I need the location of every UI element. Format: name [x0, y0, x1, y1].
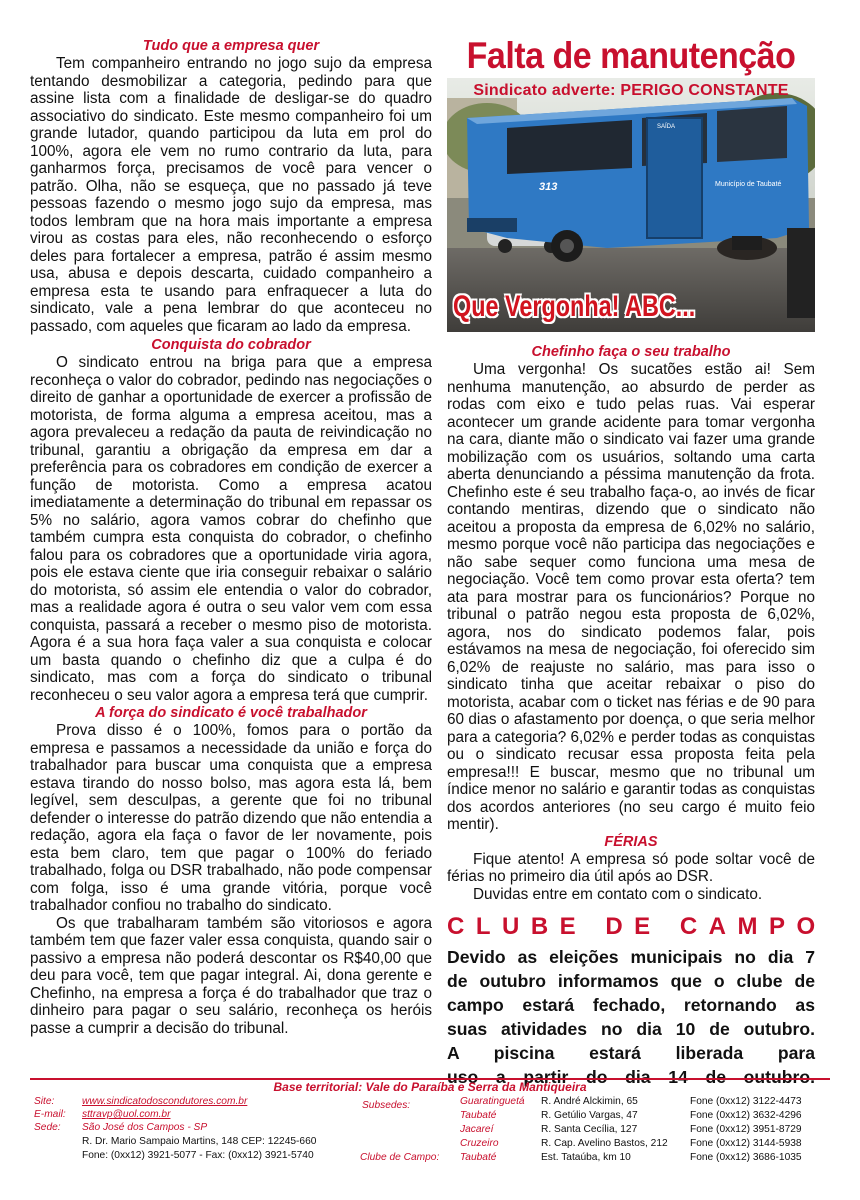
sede-phone: Fone: (0xx12) 3921-5077 - Fax: (0xx12) 3921-5740	[82, 1150, 314, 1161]
footer	[0, 1080, 860, 1190]
clube-title: CLUBE DE CAMPO	[447, 913, 827, 940]
subsede-city: Taubaté	[460, 1110, 497, 1121]
sede-city: São José dos Campos - SP	[82, 1122, 208, 1133]
subsede-phone: Fone (0xx12) 3632-4296	[690, 1110, 802, 1121]
photo-caption: Que Vergonha! ABC...	[453, 290, 696, 323]
paragraph: Duvidas entre em contato com o sindicato.	[473, 885, 763, 903]
bus-number: 313	[539, 181, 558, 193]
paragraph: Tem companheiro entrando no jogo sujo da empresa tentando desmobilizar a categoria, pedindo para que assine lista com a finalidade de desligar-se do quadro associativo do sindicato. Este mesmo companheiro foi um grande lutador, quando participou da luta em prol do 100%, agora ele vem no rumo contrario da luta, para ganharmos força, precisamos de você para vencer o patrão. Olha, não se esqueça, que no passado já teve pessoas fazendo o mesmo jogo sujo da empresa, mas todos lembram que na hora mais importante a empresa virou as costas para eles, não reconhecendo o esforço deles para fortalecer a empresa, patrão é assim mesmo usa, abusa e depois descarta, cuidado companheiro a empresa esta te usando para enfraquecer a luta do sindicato, vale a pena lembrar do que aconteceu no passado, com aqueles que ficaram ao lado da empresa.	[30, 55, 432, 335]
bus-photo	[447, 78, 815, 332]
email-link[interactable]: sttravp@uol.com.br	[82, 1109, 171, 1120]
subsede-address: Est. Tataúba, km 10	[541, 1152, 631, 1163]
subsede-phone: Fone (0xx12) 3144-5938	[690, 1138, 802, 1149]
subsede-address: R. Getúlio Vargas, 47	[541, 1110, 638, 1121]
clube-de-campo-box	[447, 913, 827, 1089]
subsede-phone: Fone (0xx12) 3951-8729	[690, 1124, 802, 1135]
subsede-city: Taubaté	[460, 1152, 497, 1163]
subsede-address: R. Cap. Avelino Bastos, 212	[541, 1138, 668, 1149]
paragraph: Uma vergonha! Os sucatões estão ai! Sem nenhuma manutenção, ao absurdo de perder as rodas com eixo e tudo pelas ruas. Vai esperar acontecer um grande acidente para tomar vergonha na cara, diante mão o sindicato vai fazer uma grande mobilização com os usuários, soltando uma carta aberta denunciando a péssima manutenção da frota. Chefinho este é seu trabalho faça-o, ao invés de ficar contando mentiras, dizendo que o sindicato não aceitou a proposta da empresa de 6,02% no salário, mesmo porque você não participa das negociações e não sabe sequer como funciona uma mesa de negociação. Você tem como provar esta oferta? tem ata para mostrar para os funcionários? Porque no tribunal o patrão negou esta proposta de 6,02%, agora, nos do sindicato podemos falar, pois estávamos na mesa de negociação, foi oferecido sim 6,02% de reajuste no salário, mas para isso o sindicato tinha que aceitar rebaixar o piso do motorista, acabar com o ticket nas férias e de 90 para 60 dias o afastamento por doença, o que seria melhor para a categoria? 6,02% e perder todas as conquistas ou o sindicato recusar essa proposta feita pela empresa!!! E buscar, mesmo que no tribunal um índice menor no salário e garantir todas as conquistas dos acordos anteriores (no seu cargo é muito feio mentir).	[447, 361, 815, 833]
subsede-phone: Fone (0xx12) 3122-4473	[690, 1096, 802, 1107]
clube-text	[447, 945, 815, 1089]
section-title-chefinho: Chefinho faça o seu trabalho	[531, 344, 731, 360]
subsede-phone: Fone (0xx12) 3686-1035	[690, 1152, 802, 1163]
paragraph: O sindicato entrou na briga para que a empresa reconheça o valor do cobrador, pedindo nas negociações o direito de ganhar a oportunidade de exercer a profissão de motorista, de forma alguma a empresa aceitou, mas a agora prevaleceu a redação da pauta de reivindicação no tribunal, garantiu a obrigação da empresa em dar a preferência para os cobradores em condição de exercer a função de motorista. Como a empresa acatou imediatamente a determinação do tribunal em repassar os 5% no salário, agora vamos cobrar do chefinho que também cumpra esta conquista do cobrador, o chefinho falou para os cobradores que a oportunidade viria agora, pois ele estava ciente que iria conseguir rebaixar o salário do motorista, só assim ele entendia o valor do cobrador, mas a realidade agora é outra o seu valor vem com essa conquista, passará a receber o mesmo piso de motorista. Agora é a sua hora faça valer a sua conquista e colocar um basta quando o chefinho diz que a culpa é do sindicato, mas com a força do sindicato o tribunal reconheceu o seu valor agora a empresa terá que cumprir.	[30, 354, 432, 704]
headline: Falta de manutenção	[466, 35, 796, 77]
site-link[interactable]: www.sindicatodoscondutores.com.br	[82, 1096, 248, 1107]
subsede-city: Guaratinguetá	[460, 1096, 525, 1107]
clube-line: A piscina estará liberada para	[447, 1043, 815, 1063]
clube-line: campo estará fechado, retornando as	[447, 995, 815, 1015]
subsede-city: Jacareí	[460, 1124, 494, 1135]
paragraph: Fique atento! A empresa só pode soltar você de férias no primeiro dia útil após ao DSR.	[447, 850, 815, 885]
section-title-tudo: Tudo que a empresa quer	[142, 38, 320, 54]
subsede-city: Cruzeiro	[460, 1138, 499, 1149]
email-label: E-mail:	[34, 1109, 66, 1120]
section-title-conquista: Conquista do cobrador	[151, 337, 311, 353]
paragraph: Prova disso é o 100%, fomos para o portão da empresa e passamos a necessidade da união e força do trabalhador para buscar uma conquista que a empresa estava tirando do nosso bolso, mas agora esta lá, bem legível, sem desculpas, a gerente que foi no tribunal defender o interesse do patrão dizendo que não entendia a redação, agora ela faça o favor de ler novamente, pois esta bem claro, tem que pagar o 100% do feriado trabalhado, folga ou DSR trabalhado, não pode compensar com folga, isso é uma grande vitória, porque você trabalhador confiou no trabalho do sindicato.	[30, 722, 432, 914]
footer-title: Base territorial: Vale do Paraíba e Serra da Mantiqueira	[273, 1080, 587, 1094]
subsede-address: R. Santa Cecília, 127	[541, 1124, 638, 1135]
site-label: Site:	[34, 1096, 55, 1107]
clube-line: Devido as eleições municipais no dia 7	[447, 947, 815, 967]
clube-line: de outubro informamos que o clube de	[447, 971, 815, 991]
subsede-address: R. André Alckimin, 65	[541, 1096, 638, 1107]
subsedes-label: Subsedes:	[362, 1100, 411, 1111]
bus-side-label: Município de Taubaté	[715, 181, 782, 188]
clube-line: suas atividades no dia 10 de outubro.	[447, 1019, 815, 1039]
right-column	[447, 35, 827, 1089]
clube-label: Clube de Campo:	[360, 1152, 440, 1163]
sede-label: Sede:	[34, 1122, 61, 1133]
bus-door-label: SAÍDA	[657, 124, 676, 130]
section-title-forca: A força do sindicato é você trabalhador	[95, 705, 367, 721]
photo-subtitle: Sindicato adverte: PERIGO CONSTANTE	[473, 82, 789, 99]
clube-line: uso a partir do dia 14 de outubro.	[447, 1067, 815, 1087]
sede-address: R. Dr. Mario Sampaio Martins, 148 CEP: 12245-660	[82, 1136, 317, 1147]
section-title-ferias: FÉRIAS	[604, 833, 658, 850]
paragraph: Os que trabalharam também são vitoriosos e agora também tem que fazer valer essa conquista, quando sair o passivo a empresa não poderá descontar os R$40,00 que deu para você, tem que pagar integral. Ai, dona gerente e Chefinho, na empresa a força é do trabalhador que traz o dinheiro para pagar o seu salário, reconheça os heróis passe a cumprir a decisão do tribunal.	[30, 914, 432, 1037]
left-column	[30, 38, 432, 1037]
